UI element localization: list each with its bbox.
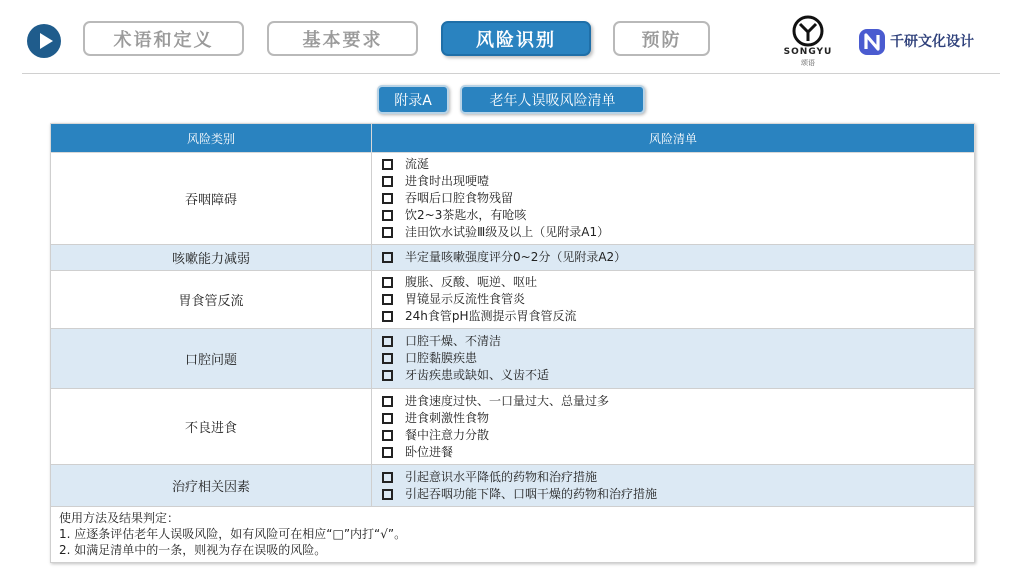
checkbox-icon[interactable] — [382, 227, 393, 238]
checklist-item — [382, 393, 974, 410]
risk-items — [372, 153, 975, 245]
checklist-item — [382, 291, 974, 308]
checklist-item-label: 口腔黏膜疾患 — [405, 351, 478, 365]
checkbox-icon[interactable] — [382, 430, 393, 441]
notes-heading: 使用方法及结果判定： — [59, 511, 180, 525]
risk-items — [372, 389, 975, 465]
checkbox-icon[interactable] — [382, 159, 393, 170]
songyu-logo-subtext: 颂语 — [801, 59, 815, 67]
checklist-item-label: 流涎 — [405, 157, 430, 171]
risk-category: 口腔问题 — [51, 329, 372, 389]
checklist-item — [382, 469, 974, 486]
risk-checklist-table — [50, 123, 975, 563]
table-header-row — [51, 124, 975, 153]
checklist-item — [382, 156, 974, 173]
checklist-item-label: 餐中注意力分散 — [405, 427, 490, 442]
risk-items — [372, 329, 975, 389]
notes-line-2: 2. 如满足清单中的一条，则视为存在误吸的风险。 — [59, 543, 327, 557]
checklist-item — [382, 308, 974, 325]
checkbox-icon[interactable] — [382, 472, 393, 483]
risk-category: 治疗相关因素 — [51, 465, 372, 507]
checklist-item — [382, 350, 974, 367]
songyu-emblem-icon — [776, 14, 840, 48]
tab-terms-definitions[interactable]: 术语和定义 — [83, 21, 244, 56]
checkbox-icon[interactable] — [382, 210, 393, 221]
songyu-logo — [776, 14, 840, 67]
tab-basic-requirements[interactable]: 基本要求 — [267, 21, 418, 56]
risk-category: 吞咽障碍 — [51, 153, 372, 245]
checklist-item-label: 半定量咳嗽强度评分0~2分（见附录A2） — [405, 250, 627, 264]
checklist-item-label: 进食时出现哽噎 — [405, 174, 490, 188]
qianyan-emblem-icon — [858, 28, 886, 56]
checklist-item — [382, 224, 974, 241]
checklist-item — [382, 274, 974, 291]
checkbox-icon[interactable] — [382, 396, 393, 407]
checklist-item — [382, 367, 974, 384]
risk-items — [372, 465, 975, 507]
checkbox-icon[interactable] — [382, 413, 393, 424]
risk-category: 不良进食 — [51, 389, 372, 465]
header-risk-category: 风险类别 — [51, 124, 372, 153]
notes-row — [51, 507, 975, 563]
checkbox-icon[interactable] — [382, 447, 393, 458]
qianyan-logo-text: 千研文化设计 — [890, 34, 974, 50]
checklist-item — [382, 190, 974, 207]
checklist-item-label: 腹胀、反酸、呃逆、呕吐 — [405, 275, 538, 289]
notes-line-1: 1. 应逐条评估老年人误吸风险，如有风险可在相应“□”内打“√”。 — [59, 527, 407, 541]
header-risk-checklist: 风险清单 — [372, 124, 975, 153]
checkbox-icon[interactable] — [382, 277, 393, 288]
table-row — [51, 465, 975, 507]
checkbox-icon[interactable] — [382, 311, 393, 322]
table-row — [51, 329, 975, 389]
checklist-item-label: 引起意识水平降低的药物和治疗措施 — [405, 469, 598, 484]
table-row — [51, 245, 975, 271]
section-title: 老年人误吸风险清单 — [460, 85, 645, 114]
checklist-item-label: 吞咽后口腔食物残留 — [405, 191, 514, 205]
risk-items — [372, 245, 975, 271]
play-button[interactable] — [27, 24, 61, 58]
checkbox-icon[interactable] — [382, 252, 393, 263]
checklist-item — [382, 333, 974, 350]
checklist-item-label: 卧位进餐 — [405, 444, 454, 459]
checkbox-icon[interactable] — [382, 370, 393, 381]
checklist-item — [382, 410, 974, 427]
table-row — [51, 271, 975, 329]
checklist-item-label: 口腔干燥、不清洁 — [405, 334, 502, 348]
checkbox-icon[interactable] — [382, 193, 393, 204]
checklist-item-label: 牙齿疾患或缺如、义齿不适 — [405, 368, 550, 382]
checklist-item-label: 进食速度过快、一口量过大、总量过多 — [405, 393, 610, 408]
checklist-item-label: 24h食管pH监测提示胃食管反流 — [405, 309, 577, 323]
checkbox-icon[interactable] — [382, 353, 393, 364]
usage-notes — [51, 507, 975, 563]
tab-risk-identification[interactable]: 风险识别 — [441, 21, 591, 56]
play-icon — [27, 24, 61, 58]
checklist-item — [382, 444, 974, 461]
checklist-item — [382, 486, 974, 503]
header-divider — [22, 73, 1000, 74]
checkbox-icon[interactable] — [382, 176, 393, 187]
checkbox-icon[interactable] — [382, 336, 393, 347]
qianyan-logo — [858, 28, 988, 56]
checkbox-icon[interactable] — [382, 489, 393, 500]
table-row — [51, 153, 975, 245]
songyu-logo-text: SONGYU — [783, 47, 833, 57]
risk-category: 咳嗽能力减弱 — [51, 245, 372, 271]
checkbox-icon[interactable] — [382, 294, 393, 305]
checklist-item — [382, 427, 974, 444]
checklist-item — [382, 173, 974, 190]
checklist-item-label: 引起吞咽功能下降、口咽干燥的药物和治疗措施 — [405, 486, 658, 501]
checklist-item-label: 进食刺激性食物 — [405, 410, 490, 425]
checklist-item-label: 洼田饮水试验Ⅲ级及以上（见附录A1） — [405, 225, 610, 239]
table-row — [51, 389, 975, 465]
checklist-item-label: 饮2~3茶匙水，有呛咳 — [405, 208, 527, 222]
risk-category: 胃食管反流 — [51, 271, 372, 329]
checklist-item — [382, 249, 974, 266]
risk-items — [372, 271, 975, 329]
appendix-label: 附录A — [377, 85, 449, 114]
checklist-item-label: 胃镜显示反流性食管炎 — [405, 292, 526, 306]
checklist-item — [382, 207, 974, 224]
tab-prevention[interactable]: 预防 — [613, 21, 710, 56]
